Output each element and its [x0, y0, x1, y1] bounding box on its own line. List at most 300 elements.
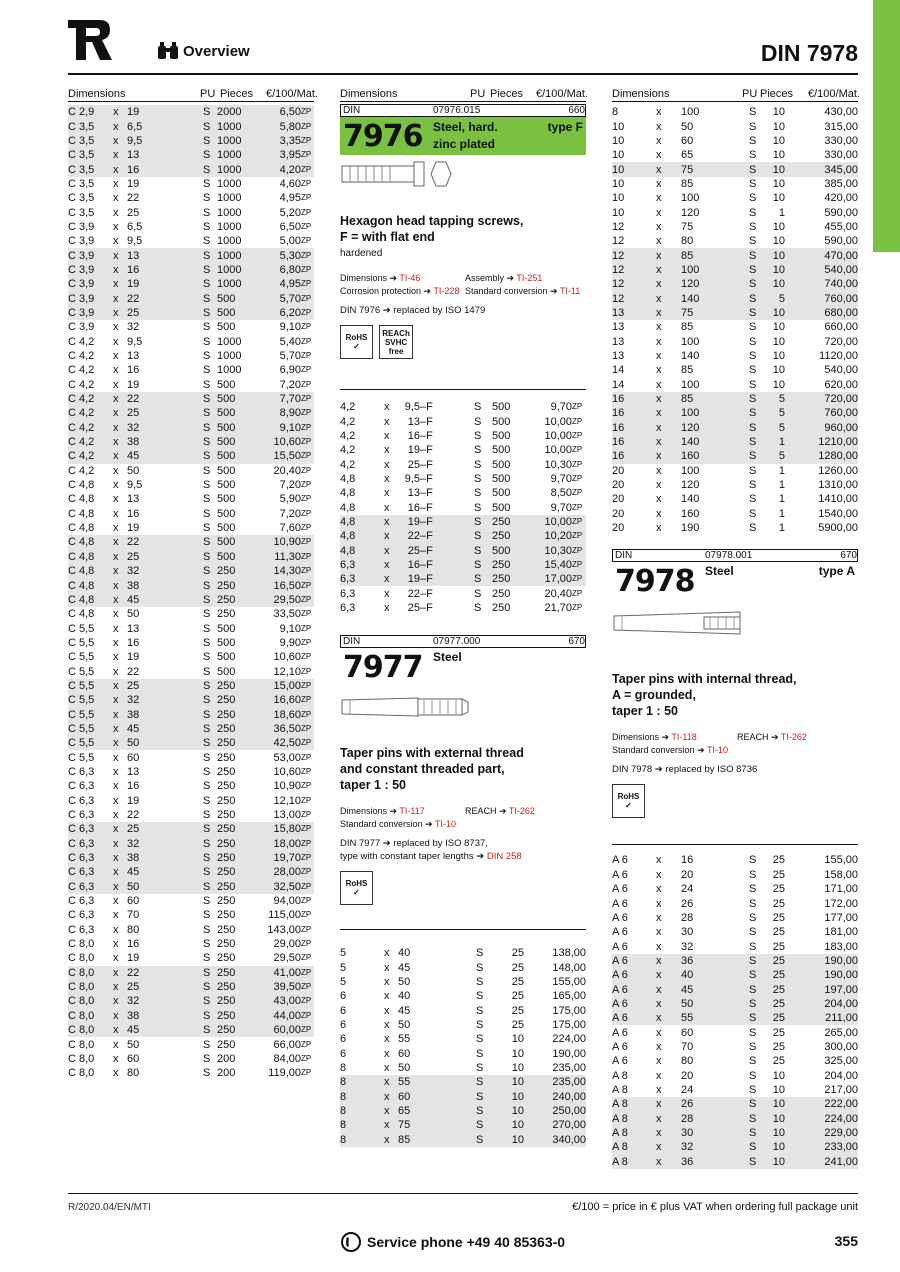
- pieces-header: Pieces: [220, 87, 254, 100]
- cell: S: [749, 393, 757, 406]
- cell: C 8,0: [68, 1052, 95, 1065]
- cell: C 8,0: [68, 1009, 95, 1022]
- cell: 5: [778, 407, 785, 420]
- cell: ZP: [301, 121, 312, 131]
- phone-label: Service phone +49 40 85363-0: [367, 1234, 566, 1250]
- table-row: [612, 896, 858, 910]
- cell: ZP: [301, 867, 312, 877]
- cell: A 6: [612, 911, 628, 924]
- cell: 175,00: [552, 1004, 586, 1017]
- table-row: [68, 363, 314, 377]
- ref-conversion: Standard conversion ➔ TI-11: [465, 286, 581, 296]
- cell: –F: [420, 472, 433, 485]
- cell: 30: [681, 1127, 694, 1140]
- cell: 250: [217, 895, 236, 908]
- cell: 7,70: [279, 393, 301, 406]
- table-row: [340, 1018, 586, 1032]
- pu-header: PU: [470, 87, 486, 100]
- cell: –F: [420, 415, 433, 428]
- cell: 5: [778, 421, 785, 434]
- cell: A 8: [612, 1098, 628, 1111]
- cell: x: [656, 522, 662, 535]
- cell: x: [656, 393, 662, 406]
- table-row: [612, 320, 858, 334]
- cell: S: [749, 249, 757, 262]
- cell: S: [474, 429, 482, 442]
- cell: 160: [681, 450, 700, 463]
- cell: 4,95: [279, 192, 301, 205]
- cell: S: [203, 378, 211, 391]
- cell: 4,2: [340, 458, 356, 471]
- cell: 500: [492, 487, 511, 500]
- service-phone: [340, 1232, 565, 1252]
- table-row: [340, 500, 586, 514]
- cell: 10,00: [544, 415, 572, 428]
- cell: 45: [127, 866, 140, 879]
- cell: 5,20: [279, 206, 301, 219]
- cell: x: [656, 450, 662, 463]
- cell: 760,00: [824, 292, 858, 305]
- cell: 500: [492, 401, 511, 414]
- cell: 10: [772, 249, 785, 262]
- cell: 1000: [217, 192, 242, 205]
- cell: 25: [127, 407, 140, 420]
- cell: 22: [127, 966, 140, 979]
- cell: S: [749, 335, 757, 348]
- table-row: [340, 1075, 586, 1089]
- cell: 25: [772, 926, 785, 939]
- cell: C 4,8: [68, 493, 95, 506]
- cell: C 4,8: [68, 593, 95, 606]
- cell: C 2,9: [68, 106, 95, 119]
- cell: 10: [772, 220, 785, 233]
- cell: 45: [681, 983, 694, 996]
- cell: 85: [681, 364, 694, 377]
- table-row: [68, 521, 314, 535]
- table-row: [68, 837, 314, 851]
- cell: 120: [681, 479, 700, 492]
- cell: 6,50: [279, 220, 301, 233]
- cell: S: [749, 436, 757, 449]
- cell: 24: [681, 883, 694, 896]
- cell: 22: [127, 393, 140, 406]
- cell: 10: [772, 192, 785, 205]
- product-title: [340, 213, 586, 245]
- cell: 250: [217, 1024, 236, 1037]
- cell: 20: [612, 479, 625, 492]
- link-ti262[interactable]: TI-262: [508, 806, 535, 817]
- table-row: [612, 968, 858, 982]
- link-ti10[interactable]: TI-10: [434, 819, 456, 830]
- cell: x: [656, 954, 662, 967]
- cell: 250: [492, 573, 511, 586]
- cell: C 5,5: [68, 679, 95, 692]
- table-row: [340, 486, 586, 500]
- cell: x: [656, 854, 662, 867]
- cell: ZP: [301, 264, 312, 274]
- cell: 10: [612, 134, 625, 147]
- din-label: DIN: [343, 636, 361, 648]
- cell: 55: [398, 1076, 411, 1089]
- cell: x: [384, 458, 390, 471]
- cell: S: [749, 106, 757, 119]
- cell: ZP: [301, 637, 312, 647]
- cell: 4,8: [340, 501, 356, 514]
- table-row: [612, 911, 858, 925]
- cell: S: [749, 1055, 757, 1068]
- cell: C 8,0: [68, 966, 95, 979]
- cell: 10: [772, 364, 785, 377]
- cell: x: [113, 622, 119, 635]
- cell: 40: [398, 990, 411, 1003]
- table-row: [612, 105, 858, 119]
- link-ti117[interactable]: TI-117: [399, 806, 425, 817]
- cell: 9,70: [550, 401, 572, 414]
- cell: 32: [127, 565, 140, 578]
- cell: S: [749, 263, 757, 276]
- cell: 250: [217, 565, 236, 578]
- cell: 10: [772, 263, 785, 276]
- cell: C 6,3: [68, 794, 95, 807]
- cell: S: [203, 335, 211, 348]
- cell: ZP: [301, 939, 312, 949]
- cell: x: [113, 350, 119, 363]
- cell: 10: [772, 134, 785, 147]
- cell: 16: [612, 407, 625, 420]
- cell: ZP: [301, 824, 312, 834]
- din-code-box: [340, 104, 586, 117]
- cell: 6,3: [340, 573, 356, 586]
- cell: C 8,0: [68, 1038, 95, 1051]
- table-row: [68, 306, 314, 320]
- ref-assembly: Assembly ➔ TI-251: [465, 273, 543, 283]
- cell: x: [656, 134, 662, 147]
- cell: S: [203, 192, 211, 205]
- table-row: [340, 1118, 586, 1132]
- cell: 10: [612, 177, 625, 190]
- cell: 155,00: [552, 976, 586, 989]
- cell: 20: [612, 522, 625, 535]
- table-row: [612, 1025, 858, 1039]
- cell: x: [113, 780, 119, 793]
- cell: C 6,3: [68, 852, 95, 865]
- table-row: [68, 134, 314, 148]
- cell: 500: [217, 622, 236, 635]
- table-row: [612, 939, 858, 953]
- cell: A 6: [612, 969, 628, 982]
- cell: 1: [778, 507, 785, 520]
- cell: S: [749, 134, 757, 147]
- link-ti118[interactable]: TI-118: [671, 732, 697, 743]
- cell: C 3,9: [68, 220, 95, 233]
- cell: x: [113, 636, 119, 649]
- table-row: [68, 550, 314, 564]
- cell: ZP: [301, 881, 312, 891]
- link-din258[interactable]: DIN 258: [486, 851, 522, 863]
- table-row: [612, 1083, 858, 1097]
- table-row: [68, 406, 314, 420]
- cell: 385,00: [824, 177, 858, 190]
- cell: x: [384, 1076, 390, 1089]
- cell: 4,8: [340, 472, 356, 485]
- cell: x: [656, 235, 662, 248]
- cell: x: [113, 292, 119, 305]
- article-code: 07978.001: [705, 550, 753, 562]
- cell: ZP: [572, 602, 583, 612]
- cell: 10: [511, 1133, 524, 1146]
- cell: x: [113, 852, 119, 865]
- table-row: [68, 435, 314, 449]
- cell: x: [113, 120, 119, 133]
- cell: 4,2: [340, 429, 356, 442]
- cell: 75: [398, 1119, 411, 1132]
- table-row: [68, 923, 314, 937]
- cell: –F: [420, 558, 433, 571]
- table-row: [612, 1126, 858, 1140]
- cell: 455,00: [824, 220, 858, 233]
- table-row: [612, 263, 858, 277]
- table-row: [68, 119, 314, 133]
- cell: A 6: [612, 868, 628, 881]
- cell: S: [474, 444, 482, 457]
- article-num: 670: [840, 550, 857, 562]
- cell: 315,00: [824, 120, 858, 133]
- din-label: DIN: [615, 550, 633, 562]
- cell: A 6: [612, 926, 628, 939]
- cell: S: [203, 550, 211, 563]
- cell: A 6: [612, 854, 628, 867]
- cell: ZP: [301, 810, 312, 820]
- cell: 13,00: [273, 809, 301, 822]
- table-row: [612, 392, 858, 406]
- title-line-1: Taper pins with internal thread,: [612, 672, 797, 687]
- cell: 60: [398, 1047, 411, 1060]
- cell: x: [656, 106, 662, 119]
- cell: S: [749, 1040, 757, 1053]
- cell: ZP: [301, 680, 312, 690]
- cell: C 3,5: [68, 192, 95, 205]
- cell: 1: [778, 464, 785, 477]
- cell: 70: [681, 1040, 694, 1053]
- cell: 13: [612, 335, 625, 348]
- cell: ZP: [301, 494, 312, 504]
- cell: S: [476, 1090, 484, 1103]
- cell: ZP: [301, 293, 312, 303]
- cell: 94,00: [273, 895, 301, 908]
- check-icon: ✓: [353, 342, 360, 351]
- cell: 19: [127, 794, 140, 807]
- cell: 16: [127, 938, 140, 951]
- cell: C 4,2: [68, 350, 95, 363]
- cell: x: [656, 1112, 662, 1125]
- cell: 22: [127, 192, 140, 205]
- cell: 6: [340, 1019, 347, 1032]
- cell: 50: [127, 1038, 140, 1051]
- table-row: [612, 925, 858, 939]
- table-row: [68, 291, 314, 305]
- cell: S: [476, 947, 484, 960]
- cell: S: [476, 961, 484, 974]
- cell: x: [656, 940, 662, 953]
- cell: 30: [681, 926, 694, 939]
- cell: x: [384, 472, 390, 485]
- cell: ZP: [301, 336, 312, 346]
- cell: ZP: [301, 910, 312, 920]
- cell: 85: [681, 249, 694, 262]
- din-number: 7978: [615, 563, 695, 599]
- cell: S: [749, 321, 757, 334]
- table-row: [68, 248, 314, 262]
- cell: 21,70: [544, 601, 572, 614]
- cell: S: [749, 192, 757, 205]
- cell: ZP: [301, 781, 312, 791]
- cell: S: [474, 487, 482, 500]
- cell: 8: [612, 106, 619, 119]
- cell: ZP: [301, 307, 312, 317]
- cell: x: [656, 1127, 662, 1140]
- cell: 1: [778, 493, 785, 506]
- cell: 160: [681, 507, 700, 520]
- table-row: [612, 406, 858, 420]
- cell: 10,00: [544, 444, 572, 457]
- cell: 25: [772, 1055, 785, 1068]
- cell: S: [749, 350, 757, 363]
- cell: 20: [612, 507, 625, 520]
- cell: 13: [127, 622, 140, 635]
- cell: S: [203, 751, 211, 764]
- cell: 60: [681, 134, 694, 147]
- cell: 300,00: [824, 1040, 858, 1053]
- table-row: [612, 220, 858, 234]
- cell: ZP: [301, 437, 312, 447]
- table-row: [68, 578, 314, 592]
- cell: 240,00: [552, 1090, 586, 1103]
- cell: 500: [492, 544, 511, 557]
- cell: ZP: [572, 574, 583, 584]
- link-ti11[interactable]: TI-11: [559, 286, 581, 296]
- cell: x: [384, 544, 390, 557]
- certification-badges: [612, 784, 858, 818]
- cell: 1000: [217, 278, 242, 291]
- cell: C 6,3: [68, 780, 95, 793]
- product-table: [612, 105, 858, 535]
- cell: C 4,8: [68, 579, 95, 592]
- cell: x: [113, 177, 119, 190]
- cell: A 6: [612, 1040, 628, 1053]
- cell: –F: [420, 515, 433, 528]
- cell: x: [656, 149, 662, 162]
- cell: 16: [127, 163, 140, 176]
- table-row: [68, 478, 314, 492]
- cell: 250,00: [552, 1105, 586, 1118]
- link-ti251[interactable]: TI-251: [516, 273, 543, 283]
- cell: 16: [407, 429, 420, 442]
- table-row: [612, 435, 858, 449]
- cell: 4,2: [340, 415, 356, 428]
- cell: C 6,3: [68, 880, 95, 893]
- cell: ZP: [301, 351, 312, 361]
- table-row: [68, 736, 314, 750]
- cell: 25: [511, 990, 524, 1003]
- table-row: [612, 148, 858, 162]
- link-ti228[interactable]: TI-228: [433, 286, 460, 296]
- replacement-note: DIN 7976 ➔ replaced by ISO 1479: [340, 305, 486, 316]
- cell: 5: [778, 450, 785, 463]
- table-row: [68, 707, 314, 721]
- link-ti46[interactable]: TI-46: [399, 273, 421, 283]
- cell: C 5,5: [68, 737, 95, 750]
- link-ti10[interactable]: TI-10: [706, 745, 728, 756]
- cell: 155,00: [824, 854, 858, 867]
- cell: 10,60: [273, 765, 301, 778]
- cell: 250: [217, 722, 236, 735]
- table-row: [340, 1032, 586, 1046]
- cell: S: [203, 809, 211, 822]
- cell: 25: [407, 458, 420, 471]
- cell: 25: [127, 981, 140, 994]
- table-row: [68, 865, 314, 879]
- cell: S: [749, 479, 757, 492]
- cell: 1: [778, 522, 785, 535]
- link-ti262[interactable]: TI-262: [780, 732, 807, 743]
- column-header: [340, 86, 586, 102]
- material: Steel, hard.: [433, 120, 498, 134]
- cell: S: [203, 765, 211, 778]
- cell: 19: [407, 515, 420, 528]
- cell: 38: [127, 579, 140, 592]
- cell: x: [113, 565, 119, 578]
- table-row: [68, 794, 314, 808]
- cell: 14: [612, 364, 625, 377]
- cell: x: [113, 751, 119, 764]
- cell: 250: [217, 952, 236, 965]
- cell: 7,20: [279, 378, 301, 391]
- table-row: [340, 472, 586, 486]
- cell: ZP: [301, 451, 312, 461]
- cell: x: [113, 923, 119, 936]
- cell: 500: [217, 436, 236, 449]
- dimensions-header: Dimensions: [340, 87, 398, 100]
- cell: 25: [772, 883, 785, 896]
- cell: 1000: [217, 350, 242, 363]
- table-row: [68, 378, 314, 392]
- table-row: [340, 400, 586, 414]
- cell: S: [203, 579, 211, 592]
- cell: C 6,3: [68, 923, 95, 936]
- cell: 5: [778, 393, 785, 406]
- cell: 120: [681, 421, 700, 434]
- cell: 10: [772, 177, 785, 190]
- cell: 22: [127, 536, 140, 549]
- cell: S: [203, 120, 211, 133]
- cell: 14: [612, 378, 625, 391]
- cell: 1000: [217, 120, 242, 133]
- cell: x: [384, 587, 390, 600]
- cell: 740,00: [824, 278, 858, 291]
- cell: C 4,2: [68, 450, 95, 463]
- cell: C 4,8: [68, 608, 95, 621]
- cell: 140: [681, 350, 700, 363]
- cell: –F: [420, 501, 433, 514]
- cell: 500: [217, 464, 236, 477]
- references: [340, 805, 586, 831]
- cell: 540,00: [824, 263, 858, 276]
- cell: 500: [217, 450, 236, 463]
- cell: x: [656, 263, 662, 276]
- cell: 1000: [217, 335, 242, 348]
- cell: 250: [217, 694, 236, 707]
- cell: S: [203, 479, 211, 492]
